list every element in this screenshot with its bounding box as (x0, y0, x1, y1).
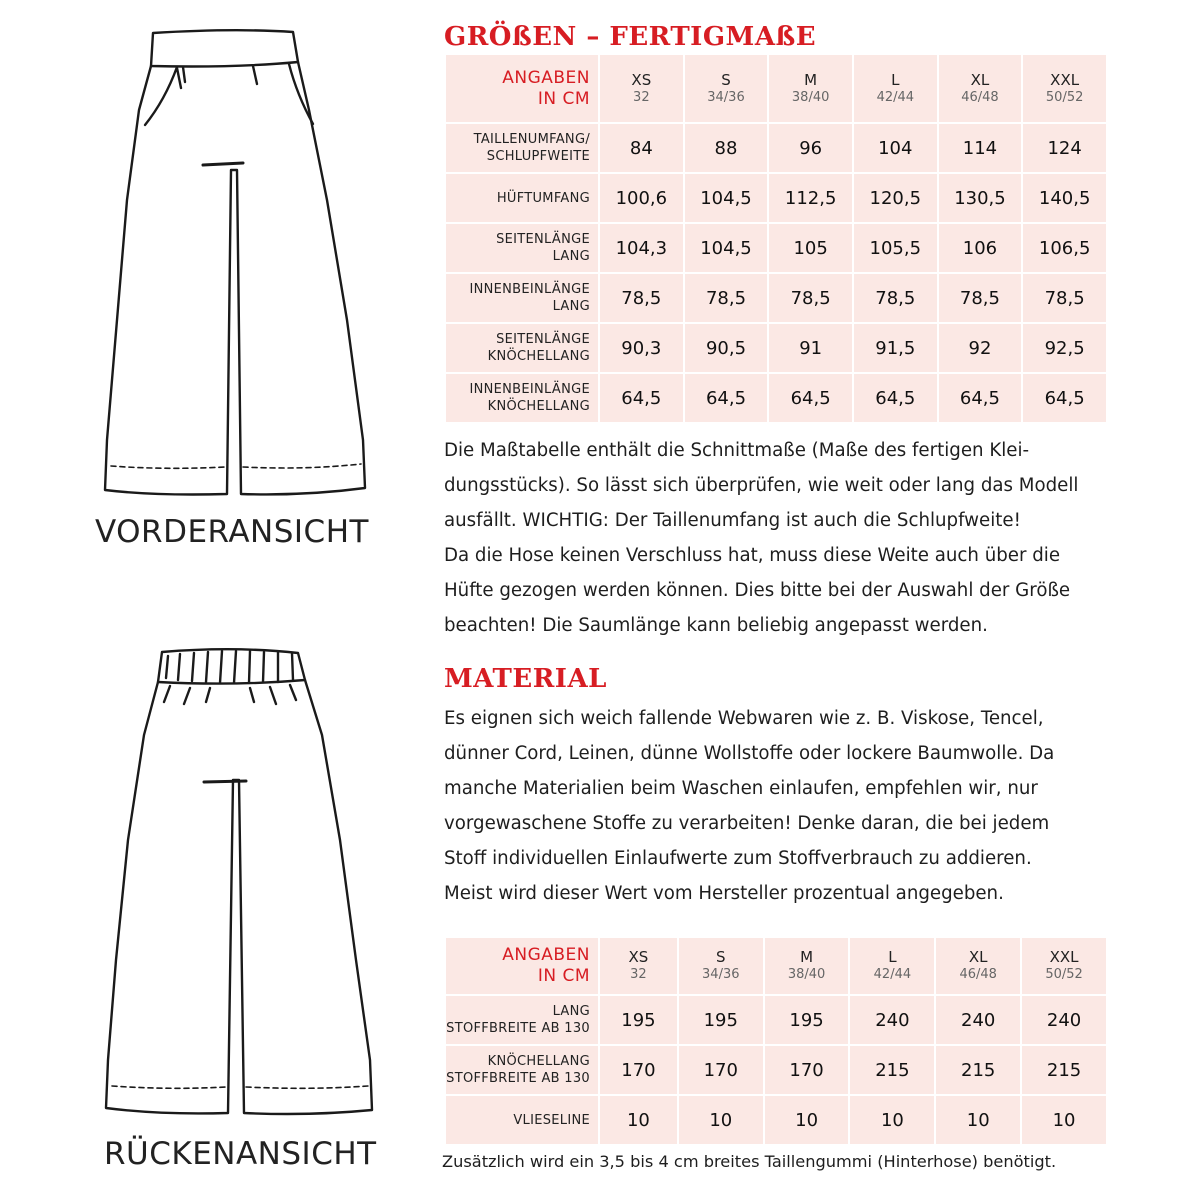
value-cell: 78,5 (1023, 274, 1106, 322)
size-code: XL (970, 70, 990, 89)
size-header-cell (600, 938, 677, 994)
value-cell: 215 (936, 1046, 1020, 1094)
value-cell: 104,5 (685, 174, 768, 222)
value-cell: 215 (850, 1046, 934, 1094)
row-label-cell (446, 996, 598, 1044)
row-label-text: LANG (552, 299, 590, 314)
units-header-text: IN CM (537, 88, 590, 109)
text-line: manche Materialien beim Waschen einlaufen, empfehlen wir, nur (444, 778, 1038, 799)
size-eu: 34/36 (702, 967, 740, 982)
value-cell: 106 (939, 224, 1022, 272)
size-header-cell (939, 55, 1022, 122)
value-cell: 120,5 (854, 174, 937, 222)
row-label-text: INNENBEINLÄNGE (469, 282, 590, 297)
table-row (446, 124, 1106, 172)
text-line: Stoff individuellen Einlaufwerte zum Stoffverbrauch zu addieren. (444, 848, 1032, 869)
value-cell: 91 (769, 324, 852, 372)
units-header-cell (446, 55, 598, 122)
size-header-cell (685, 55, 768, 122)
value-cell: 114 (939, 124, 1022, 172)
value-cell: 104,5 (685, 224, 768, 272)
row-label-text: VLIESELINE (513, 1112, 590, 1128)
sizes-description (444, 433, 1114, 643)
value-cell: 78,5 (939, 274, 1022, 322)
row-label-text: STOFFBREITE AB 130 (446, 1021, 590, 1036)
value-cell: 215 (1022, 1046, 1106, 1094)
value-cell: 104,3 (600, 224, 683, 272)
size-header-cell (765, 938, 849, 994)
value-cell: 78,5 (769, 274, 852, 322)
value-cell: 10 (679, 1096, 763, 1144)
value-cell: 112,5 (769, 174, 852, 222)
value-cell: 105 (769, 224, 852, 272)
row-label-text: LANG (552, 249, 590, 264)
size-eu: 42/44 (873, 967, 912, 982)
text-line: Hüfte gezogen werden können. Dies bitte bei der Auswahl der Größe (444, 580, 1071, 601)
value-cell: 90,3 (600, 324, 683, 372)
size-header-cell (850, 938, 934, 994)
size-code: XXL (1049, 948, 1079, 966)
row-label-cell (446, 1096, 598, 1144)
size-eu: 34/36 (707, 89, 745, 105)
value-cell: 64,5 (854, 374, 937, 422)
value-cell: 195 (600, 996, 677, 1044)
row-label-text: SCHLUPFWEITE (486, 149, 590, 164)
size-code: XS (631, 70, 652, 89)
value-cell: 64,5 (600, 374, 683, 422)
value-cell: 96 (769, 124, 852, 172)
text-line: vorgewaschene Stoffe zu verarbeiten! Denke daran, die bei jedem (444, 813, 1050, 834)
value-cell: 92,5 (1023, 324, 1106, 372)
text-line: Die Maßtabelle enthält die Schnittmaße (Maße des fertigen Klei- (444, 440, 1030, 461)
table-row (446, 1046, 1106, 1094)
row-label-cell (446, 274, 598, 322)
row-label-text: LANG (552, 1004, 590, 1019)
value-cell: 170 (679, 1046, 763, 1094)
value-cell: 90,5 (685, 324, 768, 372)
size-eu: 38/40 (791, 89, 830, 105)
value-cell: 84 (600, 124, 683, 172)
table-row (446, 1096, 1106, 1144)
text-line: Da die Hose keinen Verschluss hat, muss diese Weite auch über die (444, 545, 1061, 566)
size-header-cell (1023, 55, 1106, 122)
row-label-cell (446, 374, 598, 422)
row-label-cell (446, 1046, 598, 1094)
text-line: beachten! Die Saumlänge kann beliebig angepasst werden. (444, 615, 988, 636)
text-line: Meist wird dieser Wert vom Hersteller prozentual angegeben. (444, 883, 1004, 904)
value-cell: 240 (936, 996, 1020, 1044)
row-label-text: STOFFBREITE AB 130 (446, 1071, 590, 1086)
units-header-text: ANGABEN (502, 67, 590, 88)
size-eu: 32 (633, 89, 650, 105)
row-label-cell (446, 224, 598, 272)
size-header-cell (600, 55, 683, 122)
size-code: L (891, 70, 900, 89)
value-cell: 92 (939, 324, 1022, 372)
size-eu: 46/48 (961, 89, 999, 105)
size-header-cell (854, 55, 937, 122)
table-row (446, 324, 1106, 372)
value-cell: 64,5 (769, 374, 852, 422)
size-code: S (721, 70, 731, 89)
row-label-cell (446, 124, 598, 172)
value-cell: 91,5 (854, 324, 937, 372)
value-cell: 170 (600, 1046, 677, 1094)
value-cell: 88 (685, 124, 768, 172)
illustration-column (0, 0, 440, 1200)
row-label-text: INNENBEINLÄNGE (469, 382, 590, 397)
sizes-table (444, 53, 1108, 424)
row-label-text: KNÖCHELLANG (487, 399, 590, 414)
value-cell: 130,5 (939, 174, 1022, 222)
material-description (444, 701, 1114, 911)
value-cell: 78,5 (685, 274, 768, 322)
value-cell: 170 (765, 1046, 849, 1094)
size-code: M (804, 70, 818, 89)
value-cell: 106,5 (1023, 224, 1106, 272)
value-cell: 105,5 (854, 224, 937, 272)
header-row (446, 55, 1106, 122)
trousers-back-drawing (100, 640, 380, 1125)
value-cell: 10 (936, 1096, 1020, 1144)
value-cell: 195 (765, 996, 849, 1044)
value-cell: 195 (679, 996, 763, 1044)
table-row (446, 374, 1106, 422)
value-cell: 240 (1022, 996, 1106, 1044)
text-line: dünner Cord, Leinen, dünne Wollstoffe oder lockere Baumwolle. Da (444, 743, 1055, 764)
row-label-cell (446, 324, 598, 372)
value-cell: 140,5 (1023, 174, 1106, 222)
row-label-text: HÜFTUMFANG (496, 190, 590, 206)
size-header-cell (679, 938, 763, 994)
value-cell: 10 (765, 1096, 849, 1144)
row-label-text: KNÖCHELLANG (487, 349, 590, 364)
value-cell: 64,5 (939, 374, 1022, 422)
material-heading: MATERIAL (444, 664, 607, 694)
size-code: XS (628, 948, 649, 966)
sizes-heading: GRÖßEN – FERTIGMAßE (444, 22, 817, 52)
size-eu: 42/44 (876, 89, 915, 105)
units-header-text: IN CM (537, 966, 590, 986)
value-cell: 78,5 (854, 274, 937, 322)
value-cell: 10 (600, 1096, 677, 1144)
table-row (446, 996, 1106, 1044)
text-line: Es eignen sich weich fallende Webwaren wie z. B. Viskose, Tencel, (444, 708, 1044, 729)
size-eu: 50/52 (1045, 967, 1083, 982)
value-cell: 10 (1022, 1096, 1106, 1144)
size-eu: 46/48 (959, 967, 997, 982)
row-label-text: SEITENLÄNGE (496, 232, 590, 247)
size-eu: 32 (630, 967, 647, 982)
value-cell: 64,5 (685, 374, 768, 422)
units-header-text: ANGABEN (502, 945, 590, 965)
value-cell: 104 (854, 124, 937, 172)
row-label-text: KNÖCHELLANG (487, 1054, 590, 1069)
back-view-label: RÜCKENANSICHT (104, 1136, 377, 1172)
units-header-cell (446, 938, 598, 994)
front-view-label: VORDERANSICHT (95, 514, 369, 550)
elastic-footnote: Zusätzlich wird ein 3,5 bis 4 cm breites Taillengummi (Hinterhose) benötigt. (442, 1152, 1057, 1171)
value-cell: 78,5 (600, 274, 683, 322)
size-eu: 50/52 (1045, 89, 1084, 105)
trousers-front-drawing (95, 20, 380, 505)
text-line: dungsstücks). So lässt sich überprüfen, wie weit oder lang das Modell (444, 475, 1079, 496)
text-line: ausfällt. WICHTIG: Der Taillenumfang ist auch die Schlupfweite! (444, 510, 1021, 531)
size-code: XL (968, 948, 988, 966)
header-row (446, 938, 1106, 994)
size-code: S (716, 948, 726, 966)
value-cell: 64,5 (1023, 374, 1106, 422)
size-header-cell (936, 938, 1020, 994)
size-code: M (800, 948, 814, 966)
size-code: XXL (1050, 70, 1080, 89)
value-cell: 100,6 (600, 174, 683, 222)
fabric-consumption-table (444, 936, 1108, 1146)
value-cell: 240 (850, 996, 934, 1044)
value-cell: 124 (1023, 124, 1106, 172)
row-label-text: TAILLENUMFANG/ (473, 132, 590, 147)
size-code: L (888, 948, 897, 966)
size-eu: 38/40 (787, 967, 826, 982)
row-label-text: SEITENLÄNGE (496, 332, 590, 347)
size-header-cell (769, 55, 852, 122)
table-row (446, 224, 1106, 272)
value-cell: 10 (850, 1096, 934, 1144)
row-label-cell (446, 174, 598, 222)
table-row (446, 174, 1106, 222)
size-header-cell (1022, 938, 1106, 994)
table-row (446, 274, 1106, 322)
